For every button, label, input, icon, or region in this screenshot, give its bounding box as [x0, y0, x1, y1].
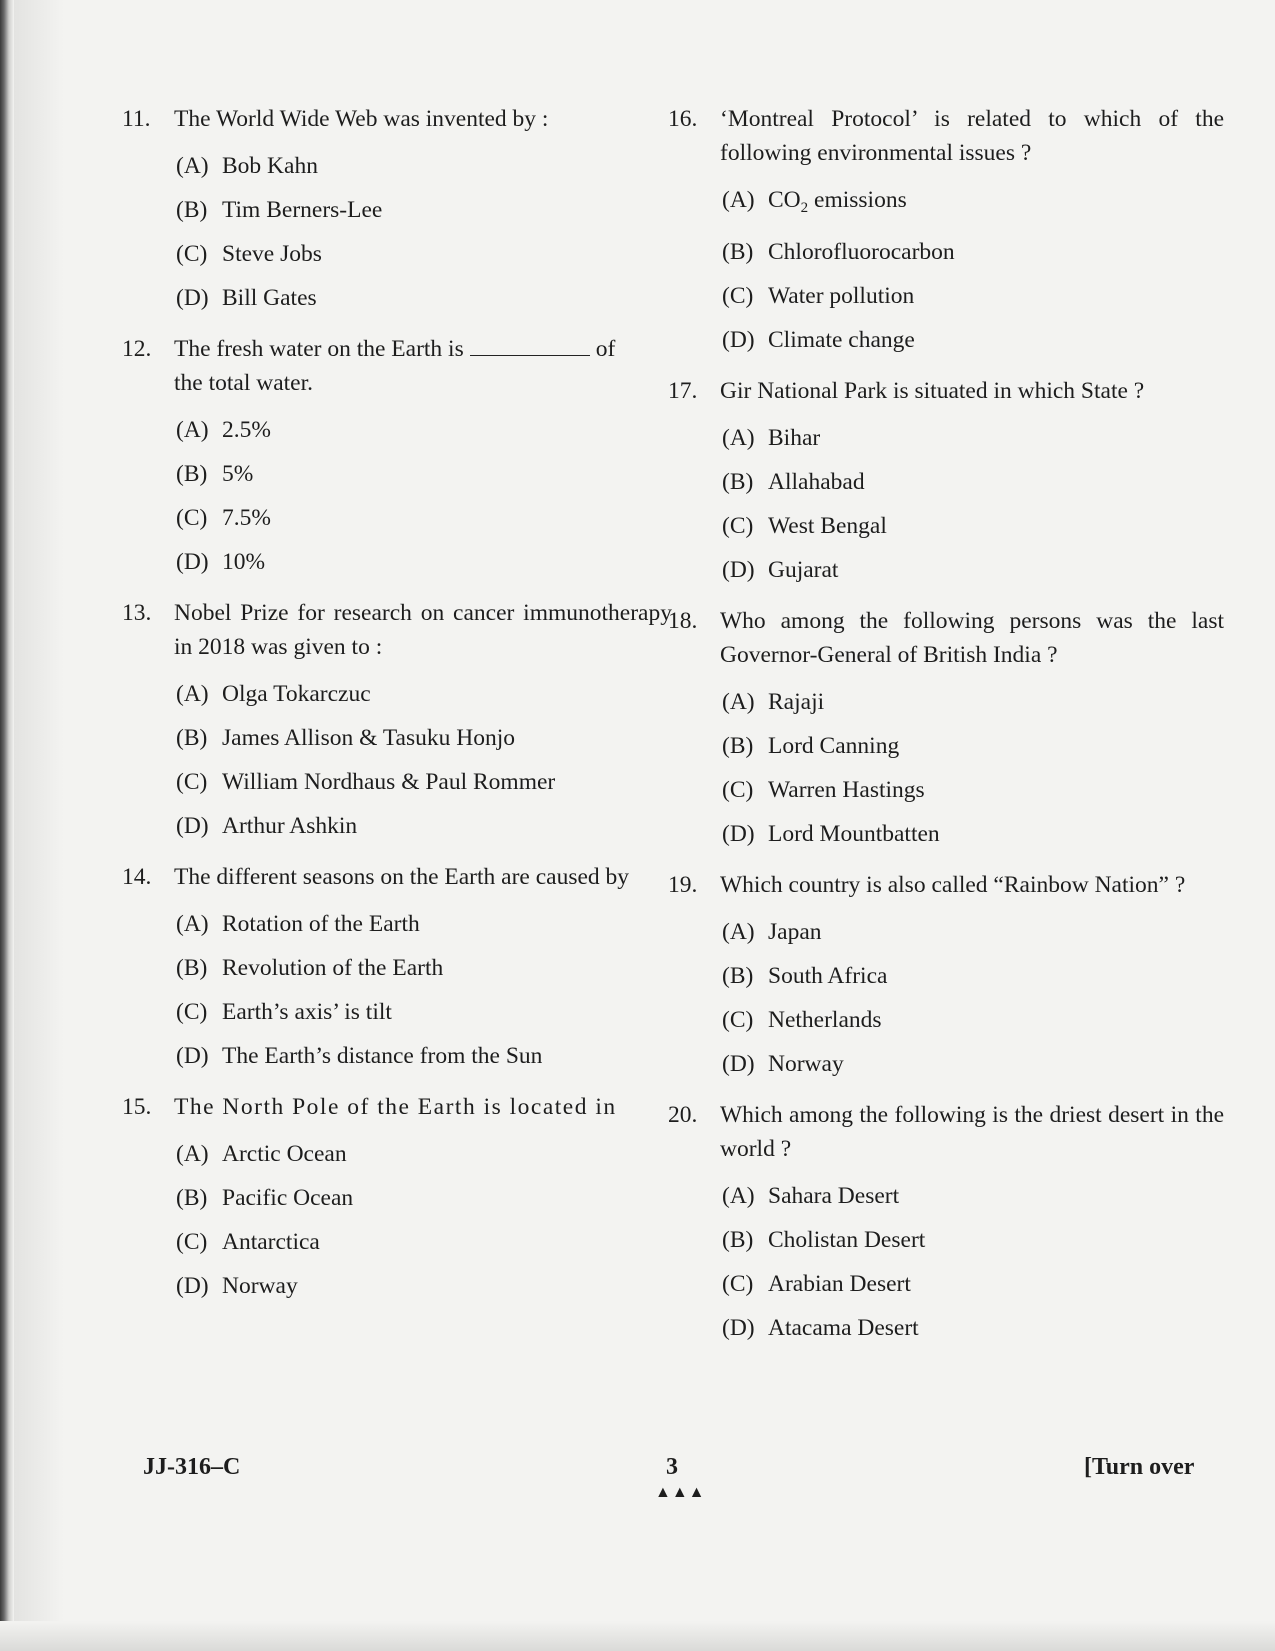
question-13: [122, 596, 672, 848]
question-text: ‘Montreal Protocol’ is related to which of the following environmental issues ?: [720, 106, 1224, 166]
option-key: (C): [176, 241, 208, 267]
option-text: Bill Gates: [222, 285, 317, 311]
option-a: [722, 416, 1224, 460]
booklet-code: JJ-316–C: [143, 1454, 241, 1480]
turn-over-note: [Turn over: [1084, 1454, 1195, 1480]
question-number: 17.: [668, 378, 698, 404]
option-a: [722, 1174, 1224, 1218]
question-text-line2: the total water.: [174, 370, 313, 396]
option-list: [176, 902, 672, 1078]
option-list: [176, 144, 672, 320]
option-b: [176, 716, 672, 760]
option-a: [176, 1132, 672, 1176]
option-text-co: CO: [768, 187, 801, 213]
option-d: [176, 1034, 672, 1078]
option-text: Norway: [222, 1273, 298, 1299]
option-key: (A): [722, 919, 755, 945]
option-b: [176, 1176, 672, 1220]
option-key: (D): [722, 1315, 755, 1341]
option-list: [722, 680, 1224, 856]
option-text-subscript: 2: [800, 200, 809, 216]
option-text: Bihar: [768, 425, 821, 451]
option-key: (D): [176, 285, 209, 311]
question-14: [122, 860, 672, 1078]
option-c: [176, 760, 672, 804]
option-list: [722, 1174, 1224, 1350]
option-text: Warren Hastings: [768, 777, 925, 803]
option-text: 10%: [222, 549, 266, 575]
option-text: Water pollution: [768, 283, 915, 309]
right-column: [668, 102, 1224, 1362]
option-key: (A): [176, 1141, 209, 1167]
option-c: [722, 274, 1224, 318]
option-text: Atacama Desert: [768, 1315, 919, 1341]
option-key: (A): [176, 681, 209, 707]
option-b: [176, 188, 672, 232]
option-text: 5%: [222, 461, 254, 487]
question-number: 15.: [122, 1094, 152, 1120]
question-text: The North Pole of the Earth is located in: [174, 1094, 617, 1120]
option-list: [722, 416, 1224, 592]
option-text: Tim Berners-Lee: [222, 197, 383, 223]
option-b: [722, 1218, 1224, 1262]
question-18: [668, 604, 1224, 856]
option-c: [176, 232, 672, 276]
option-text: Gujarat: [768, 557, 839, 583]
question-number: 16.: [668, 106, 698, 132]
question-number: 19.: [668, 872, 698, 898]
option-d: [176, 804, 672, 848]
option-text: Arctic Ocean: [222, 1141, 347, 1167]
option-text: [768, 178, 1224, 230]
option-a: [176, 408, 672, 452]
question-12: [122, 332, 672, 584]
question-15: [122, 1090, 672, 1308]
option-d: [722, 812, 1224, 856]
question-20: [668, 1098, 1224, 1350]
option-key: (B): [176, 955, 208, 981]
option-text: Antarctica: [222, 1229, 320, 1255]
option-key: (D): [176, 1043, 209, 1069]
page-number: 3: [666, 1454, 678, 1480]
question-16: [668, 102, 1224, 362]
option-b: [722, 460, 1224, 504]
option-d: [722, 1306, 1224, 1350]
question-number: 12.: [122, 336, 152, 362]
option-list: [176, 408, 672, 584]
left-column: [122, 102, 672, 1320]
option-key: (C): [722, 777, 754, 803]
option-text: Rajaji: [768, 689, 825, 715]
option-key: (D): [176, 813, 209, 839]
question-text: Nobel Prize for research on cancer immunotherapy in 2018 was given to :: [174, 600, 672, 660]
option-text-emissions: emissions: [808, 187, 907, 213]
option-key: (A): [176, 911, 209, 937]
option-text: Earth’s axis’ is tilt: [222, 999, 392, 1025]
option-c: [722, 504, 1224, 548]
option-key: (B): [176, 461, 208, 487]
option-key: (C): [722, 283, 754, 309]
option-text: Arthur Ashkin: [222, 813, 358, 839]
question-number: 20.: [668, 1102, 698, 1128]
option-text: South Africa: [768, 963, 888, 989]
option-key: (C): [722, 513, 754, 539]
question-17: [668, 374, 1224, 592]
option-key: (B): [722, 1227, 754, 1253]
option-key: (B): [176, 197, 208, 223]
option-key: (D): [722, 821, 755, 847]
option-text: James Allison & Tasuku Honjo: [222, 725, 515, 751]
question-text: Which country is also called “Rainbow Nation” ?: [720, 872, 1186, 898]
option-a: [722, 680, 1224, 724]
question-text: Which among the following is the driest desert in the world ?: [720, 1102, 1224, 1162]
option-a: [176, 144, 672, 188]
option-key: (D): [176, 549, 209, 575]
option-d: [722, 548, 1224, 592]
option-key: (A): [722, 187, 755, 213]
option-text: Revolution of the Earth: [222, 955, 444, 981]
option-key: (D): [722, 1051, 755, 1077]
option-key: (B): [722, 239, 754, 265]
option-key: (D): [722, 327, 755, 353]
option-b: [176, 452, 672, 496]
option-key: (B): [722, 963, 754, 989]
option-text: Bob Kahn: [222, 153, 318, 179]
option-d: [176, 540, 672, 584]
question-text: Gir National Park is situated in which State ?: [720, 378, 1145, 404]
triangle-marks-icon: ▲▲▲: [655, 1484, 706, 1501]
option-a: [176, 672, 672, 716]
option-key: (B): [176, 1185, 208, 1211]
question-11: [122, 102, 672, 320]
option-a: [722, 910, 1224, 954]
option-text: William Nordhaus & Paul Rommer: [222, 769, 556, 795]
question-text: Who among the following persons was the last Governor-General of British India ?: [720, 608, 1224, 668]
question-number: 11.: [122, 106, 151, 132]
option-text: Allahabad: [768, 469, 865, 495]
option-list: [722, 178, 1224, 362]
option-key: (D): [722, 557, 755, 583]
option-key: (C): [176, 505, 208, 531]
option-key: (C): [176, 769, 208, 795]
question-text: The different seasons on the Earth are caused by: [174, 864, 630, 890]
option-text: Climate change: [768, 327, 915, 353]
option-text: Netherlands: [768, 1007, 882, 1033]
option-text: Steve Jobs: [222, 241, 322, 267]
option-d: [722, 1042, 1224, 1086]
option-list: [722, 910, 1224, 1086]
question-text-before-blank: The fresh water on the Earth is: [174, 336, 464, 362]
question-number: 13.: [122, 600, 152, 626]
option-text: Pacific Ocean: [222, 1185, 354, 1211]
option-key: (D): [176, 1273, 209, 1299]
option-key: (A): [722, 425, 755, 451]
option-text: Chlorofluorocarbon: [768, 239, 955, 265]
option-d: [722, 318, 1224, 362]
option-a: [722, 178, 1224, 230]
option-text: Sahara Desert: [768, 1183, 900, 1209]
fill-in-blank: [470, 333, 590, 356]
option-key: (B): [722, 469, 754, 495]
option-key: (A): [176, 153, 209, 179]
option-text: Japan: [768, 919, 822, 945]
question-19: [668, 868, 1224, 1086]
option-a: [176, 902, 672, 946]
option-text: Rotation of the Earth: [222, 911, 420, 937]
option-key: (A): [176, 417, 209, 443]
question-number: 14.: [122, 864, 152, 890]
option-text: West Bengal: [768, 513, 887, 539]
option-b: [176, 946, 672, 990]
option-text: 2.5%: [222, 417, 271, 443]
option-d: [176, 276, 672, 320]
question-text-after-blank: of: [595, 336, 616, 362]
option-text: Lord Mountbatten: [768, 821, 940, 847]
option-key: (A): [722, 1183, 755, 1209]
option-c: [176, 496, 672, 540]
option-c: [176, 990, 672, 1034]
question-text: [174, 332, 672, 400]
question-number: 18.: [668, 608, 698, 634]
option-text: Lord Canning: [768, 733, 900, 759]
option-c: [722, 768, 1224, 812]
option-b: [722, 230, 1224, 274]
option-c: [176, 1220, 672, 1264]
option-key: (C): [176, 1229, 208, 1255]
option-key: (A): [722, 689, 755, 715]
option-text: Cholistan Desert: [768, 1227, 926, 1253]
option-key: (C): [722, 1271, 754, 1297]
option-text: 7.5%: [222, 505, 271, 531]
option-key: (C): [722, 1007, 754, 1033]
option-text: Olga Tokarczuc: [222, 681, 371, 707]
option-b: [722, 954, 1224, 998]
option-list: [176, 1132, 672, 1308]
option-key: (B): [176, 725, 208, 751]
option-d: [176, 1264, 672, 1308]
option-text: Arabian Desert: [768, 1271, 911, 1297]
option-c: [722, 1262, 1224, 1306]
option-text: Norway: [768, 1051, 844, 1077]
option-c: [722, 998, 1224, 1042]
option-text: The Earth’s distance from the Sun: [222, 1043, 543, 1069]
option-key: (B): [722, 733, 754, 759]
option-key: (C): [176, 999, 208, 1025]
option-list: [176, 672, 672, 848]
question-text: The World Wide Web was invented by :: [174, 106, 549, 132]
option-b: [722, 724, 1224, 768]
